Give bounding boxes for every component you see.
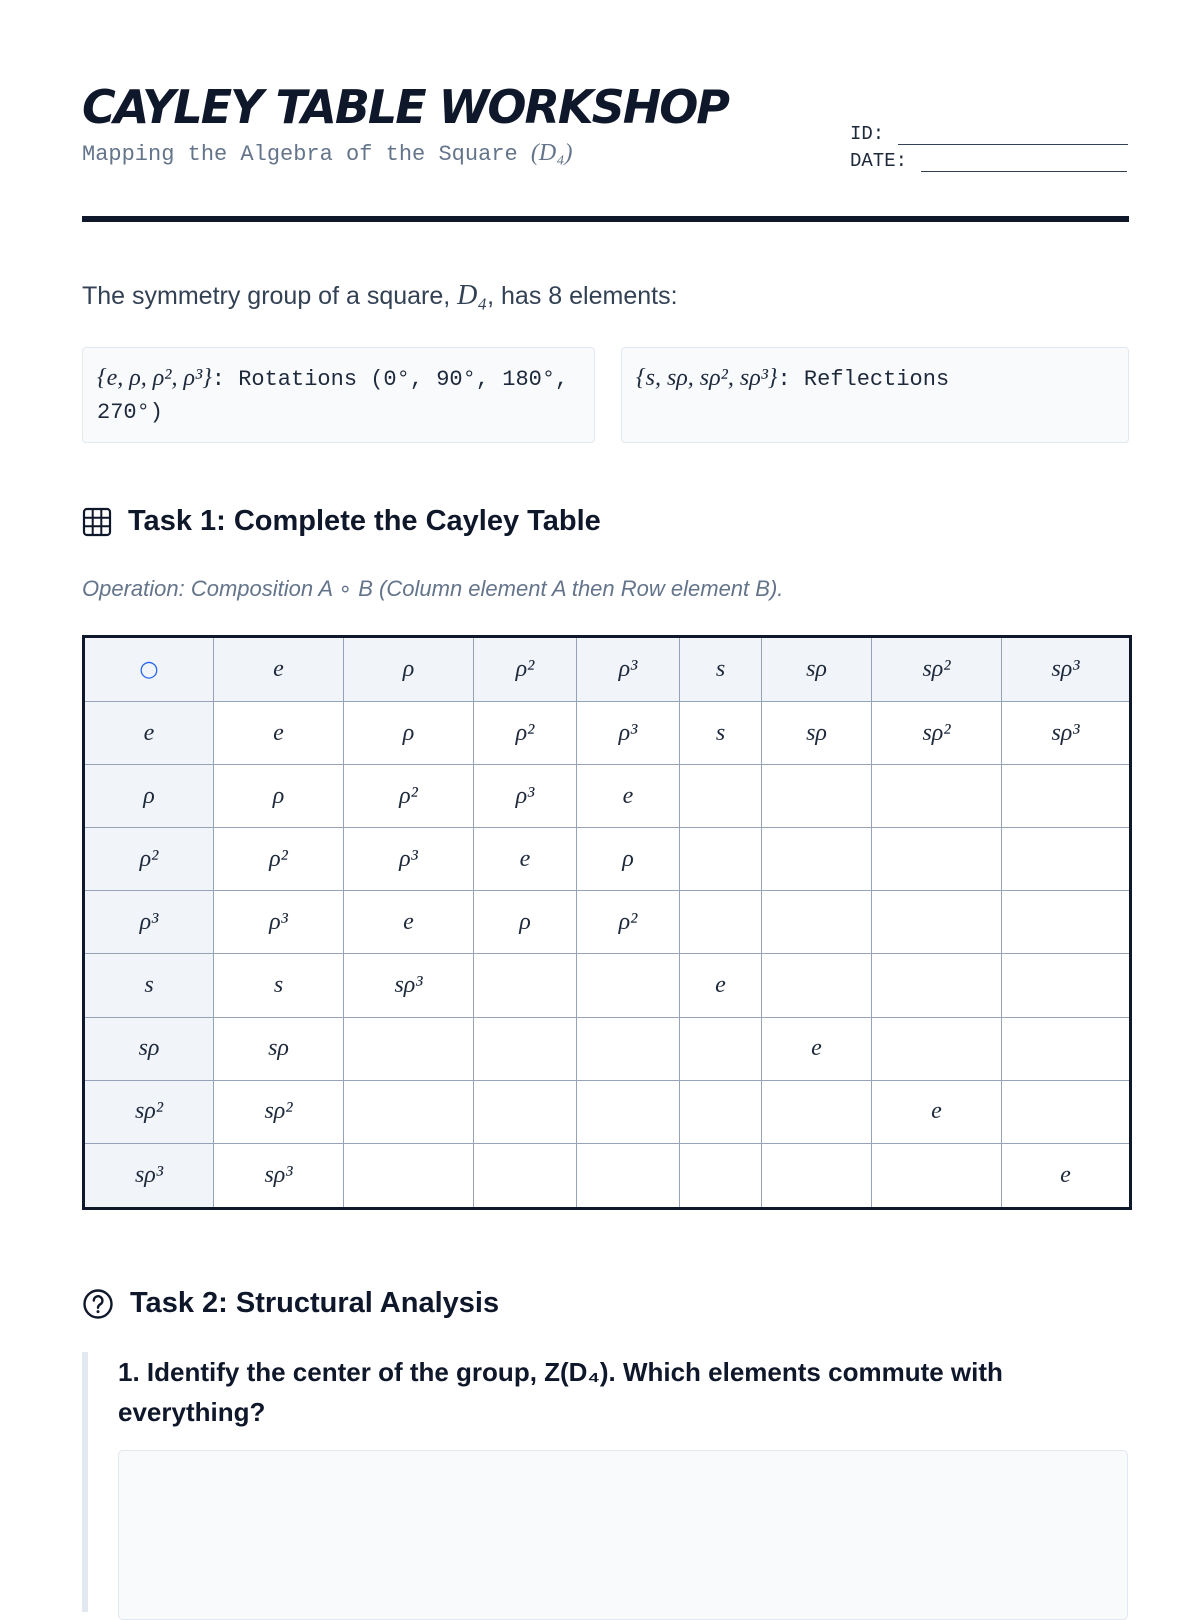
row-header: ρ² — [84, 828, 214, 891]
row-header: sρ² — [84, 1080, 214, 1143]
blank-table-cell[interactable] — [577, 954, 680, 1017]
blank-table-cell[interactable] — [474, 1080, 577, 1143]
table-cell: ρ² — [577, 891, 680, 954]
id-date-block — [850, 118, 1128, 172]
table-cell: e — [474, 828, 577, 891]
table-cell: s — [214, 954, 344, 1017]
blank-table-cell[interactable] — [762, 765, 872, 828]
table-row — [84, 1017, 1131, 1080]
row-header: sρ — [84, 1017, 214, 1080]
task2-title: Task 2: Structural Analysis — [130, 1287, 500, 1319]
blank-table-cell[interactable] — [344, 1080, 474, 1143]
table-cell: sρ² — [214, 1080, 344, 1143]
blank-table-cell[interactable] — [680, 1017, 762, 1080]
cayley-table — [82, 635, 1132, 1210]
operation-note: Operation: Composition A ∘ B (Column element A then Row element B). — [82, 576, 784, 601]
date-label: DATE: — [850, 150, 908, 172]
subtitle-group: (D₄) — [530, 140, 573, 166]
column-header: ρ² — [474, 637, 577, 702]
row-header: ρ³ — [84, 891, 214, 954]
blank-table-cell[interactable] — [680, 828, 762, 891]
blank-table-cell[interactable] — [680, 765, 762, 828]
table-cell: ρ — [344, 702, 474, 765]
table-cell: e — [680, 954, 762, 1017]
table-row — [84, 702, 1131, 765]
blank-table-cell[interactable] — [872, 954, 1002, 1017]
table-cell: sρ — [762, 702, 872, 765]
blank-table-cell[interactable] — [1002, 828, 1131, 891]
task2-heading — [82, 1287, 499, 1320]
date-field[interactable] — [921, 155, 1127, 172]
intro-group: D₄ — [457, 280, 488, 311]
blank-table-cell[interactable] — [762, 891, 872, 954]
table-cell: sρ³ — [344, 954, 474, 1017]
help-circle-icon — [82, 1288, 114, 1320]
table-row — [84, 1143, 1131, 1208]
subtitle-text: Mapping the Algebra of the Square — [82, 142, 518, 167]
page-title: CAYLEY TABLE WORKSHOP — [82, 80, 729, 134]
blank-table-cell[interactable] — [1002, 954, 1131, 1017]
table-cell: sρ — [214, 1017, 344, 1080]
table-row — [84, 765, 1131, 828]
blank-table-cell[interactable] — [1002, 1017, 1131, 1080]
column-header: ρ³ — [577, 637, 680, 702]
rotations-box — [82, 347, 595, 443]
blank-table-cell[interactable] — [474, 1017, 577, 1080]
table-cell: sρ³ — [1002, 702, 1131, 765]
rotations-set: {e, ρ, ρ², ρ³} — [97, 365, 212, 391]
question-1-text: 1. Identify the center of the group, Z(D₄). Which elements commute with everything? — [118, 1357, 1003, 1427]
blank-table-cell[interactable] — [577, 1017, 680, 1080]
blank-table-cell[interactable] — [680, 1143, 762, 1208]
table-cell: e — [214, 702, 344, 765]
column-header: sρ³ — [1002, 637, 1131, 702]
table-cell: ρ³ — [577, 702, 680, 765]
blank-table-cell[interactable] — [1002, 765, 1131, 828]
table-cell: ρ³ — [344, 828, 474, 891]
blank-table-cell[interactable] — [344, 1143, 474, 1208]
table-cell: e — [872, 1080, 1002, 1143]
reflections-label: : Reflections — [777, 367, 950, 392]
reflections-set: {s, sρ, sρ², sρ³} — [636, 365, 778, 391]
reflections-box — [621, 347, 1129, 443]
question-1 — [82, 1352, 1135, 1612]
table-row — [84, 954, 1131, 1017]
table-cell: ρ² — [214, 828, 344, 891]
column-header: ρ — [344, 637, 474, 702]
blank-table-cell[interactable] — [872, 828, 1002, 891]
question-1-answer-box[interactable] — [118, 1450, 1128, 1620]
id-label: ID: — [850, 123, 885, 145]
table-row — [84, 828, 1131, 891]
column-header: s — [680, 637, 762, 702]
blank-table-cell[interactable] — [577, 1080, 680, 1143]
cayley-corner-operator: ○ — [84, 637, 214, 702]
table-cell: e — [577, 765, 680, 828]
row-header: sρ³ — [84, 1143, 214, 1208]
blank-table-cell[interactable] — [762, 1143, 872, 1208]
table-cell: s — [680, 702, 762, 765]
blank-table-cell[interactable] — [762, 828, 872, 891]
column-header: e — [214, 637, 344, 702]
id-field[interactable] — [898, 128, 1128, 145]
page-subtitle — [82, 140, 573, 167]
table-cell: ρ³ — [474, 765, 577, 828]
row-header: s — [84, 954, 214, 1017]
table-cell: e — [1002, 1143, 1131, 1208]
blank-table-cell[interactable] — [680, 1080, 762, 1143]
blank-table-cell[interactable] — [872, 765, 1002, 828]
blank-table-cell[interactable] — [1002, 1080, 1131, 1143]
table-cell: e — [344, 891, 474, 954]
table-row — [84, 891, 1131, 954]
blank-table-cell[interactable] — [872, 1017, 1002, 1080]
table-cell: ρ² — [344, 765, 474, 828]
cayley-header-row — [84, 637, 1131, 702]
row-header: e — [84, 702, 214, 765]
blank-table-cell[interactable] — [1002, 891, 1131, 954]
blank-table-cell[interactable] — [577, 1143, 680, 1208]
column-header: sρ² — [872, 637, 1002, 702]
task1-heading — [82, 505, 601, 538]
table-cell: ρ² — [474, 702, 577, 765]
column-header: sρ — [762, 637, 872, 702]
blank-table-cell[interactable] — [872, 1143, 1002, 1208]
table-cell: ρ — [214, 765, 344, 828]
intro-before: The symmetry group of a square, — [82, 282, 451, 310]
blank-table-cell[interactable] — [872, 891, 1002, 954]
blank-table-cell[interactable] — [474, 954, 577, 1017]
row-header: ρ — [84, 765, 214, 828]
blank-table-cell[interactable] — [474, 1143, 577, 1208]
blank-table-cell[interactable] — [762, 1080, 872, 1143]
task1-title: Task 1: Complete the Cayley Table — [128, 505, 601, 537]
intro-after: , has 8 elements: — [487, 282, 678, 310]
date-row — [850, 145, 1128, 172]
id-row — [850, 118, 1128, 145]
table-cell: sρ² — [872, 702, 1002, 765]
table-cell: sρ³ — [214, 1143, 344, 1208]
grid-icon — [82, 507, 112, 537]
table-cell: e — [762, 1017, 872, 1080]
blank-table-cell[interactable] — [680, 891, 762, 954]
table-cell: ρ³ — [214, 891, 344, 954]
table-cell: ρ — [577, 828, 680, 891]
header-divider — [82, 216, 1129, 222]
blank-table-cell[interactable] — [762, 954, 872, 1017]
table-cell: ρ — [474, 891, 577, 954]
table-row — [84, 1080, 1131, 1143]
blank-table-cell[interactable] — [344, 1017, 474, 1080]
intro-text — [82, 280, 678, 312]
rotations-label: : Rotations (0°, 90°, 180°, 270°) — [97, 367, 569, 425]
